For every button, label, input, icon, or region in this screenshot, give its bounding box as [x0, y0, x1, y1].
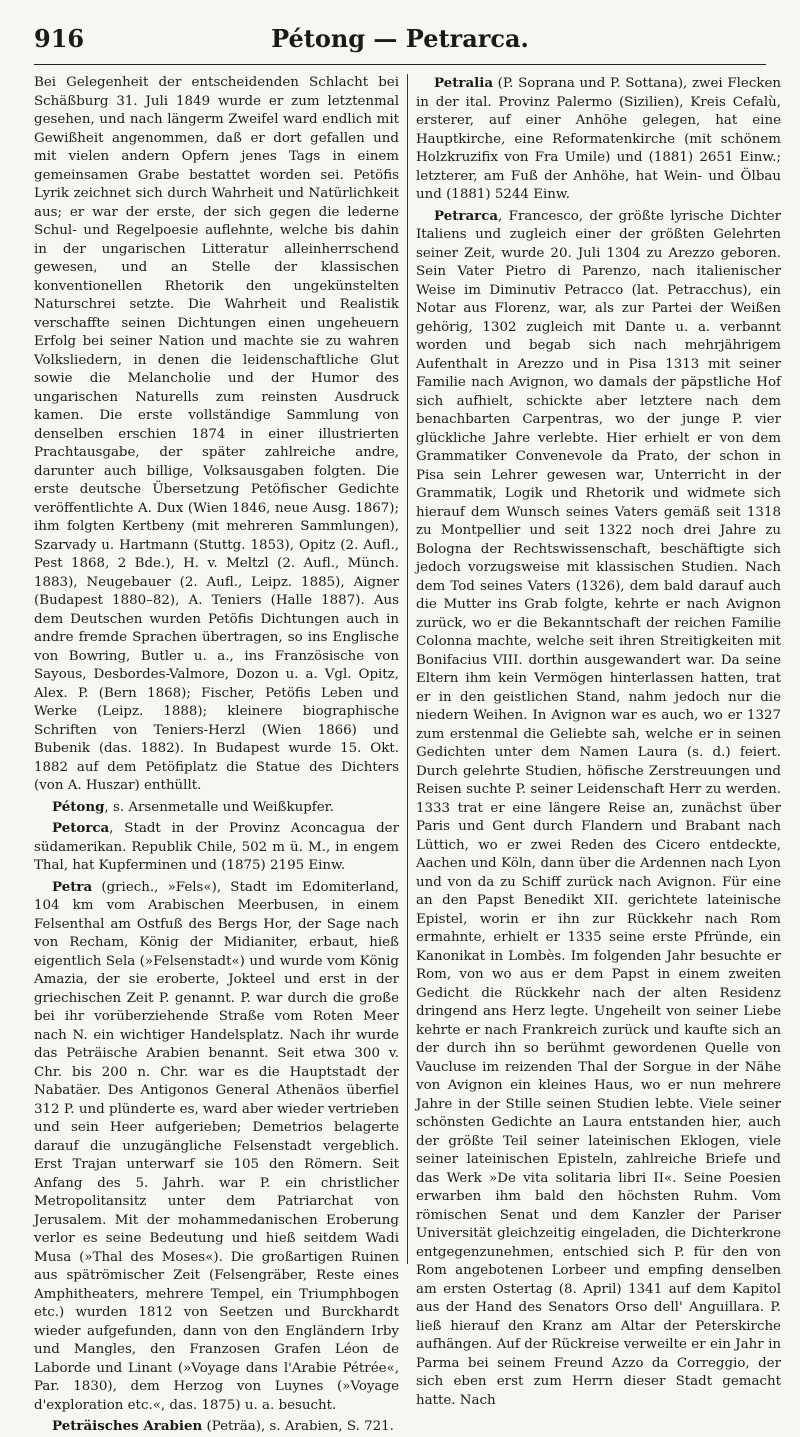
entry-text: Bei Gelegenheit der entscheidenden Schlacht bei Schäßburg 31. Juli 1849 wurde er zum letztenmal gesehen, und nach längerm Zweifel ward endlich mit Gewißheit angenommen, daß er dort gefallen und mit vielen andern Opfern jenes Tags in einem gemeinsamen Grabe bestattet worden sei. Petöfis Lyrik zeichnet sich durch Wahrheit und Natürlichkeit aus; er war der erste, der sich gegen die lederne Schul- und Regelpoesie auflehnte, welche bis dahin in der ungarischen Litteratur alleinherrschend gewesen, und an Stelle der klassischen konventionellen Rhetorik den ungekünstelten Naturschrei setzte. Die Wahrheit und Realistik verschaffte seinen Dichtungen einen ungeheuern Erfolg bei seiner Nation und machte sie zu wahren Volksliedern, in denen die leidenschaftliche Glut sowie die Melancholie und der Humor des ungarischen Naturells zum reinsten Ausdruck kamen. Die erste vollständige Sammlung von denselben erschien 1874 in einer illustrierten Prachtausgabe, der später zahlreiche andre, darunter auch billige, Volksausgaben folgten. Die erste deutsche Übersetzung Petöfischer Gedichte veröffentlichte A. Dux (Wien 1846, neue Ausg. 1867); ihm folgten Kertbeny (mit mehreren Sammlungen), Szarvady u. Hartmann (Stuttg. 1853), Opitz (2. Aufl., Pest 1868, 2 Bde.), H. v. Meltzl (2. Aufl., Münch. 1883), Neugebauer (2. Aufl., Leipz. 1885), Aigner (Budapest 1880–82), A. Teniers (Halle 1887). Aus dem Deutschen wurden Petöfis Dichtungen auch in andre fremde Sprachen übertragen, so ins Englische von Bowring, Butler u. a., ins Französische von Sayous, Desbordes-Valmore, Dozon u. a. Vgl. Opitz, Alex. P. (Bern 1868); Fischer, Petöfis Leben und Werke (Leipz. 1888); kleinere biographische Schriften von Teniers-Herzl (Wien 1866) und Bubenik (das. 1882). In Budapest wurde 15. Okt. 1882 auf dem Petöfiplatz die Statue des Dichters (von A. Huszar) enthüllt. [34, 75, 399, 793]
running-head: Pétong — Petrarca. [271, 24, 529, 53]
page-header [34, 14, 766, 65]
entry-text: (P. Soprana und P. Sottana), zwei Flecken in der ital. Provinz Palermo (Sizilien), Kreis Cefalù, ersterer, auf einer Anhöhe gelegen, hat eine Hauptkirche, eine Reformatenkirche (mit schönem Holzkruzifix von Fra Umile) und (1881) 2651 Einw.; letzterer, am Fuß der Anhöhe, hat Wein- und Ölbau und (1881) 5244 Einw. [416, 76, 781, 202]
entry-headword: Petorca [52, 820, 110, 836]
entry-text: (Peträa), s. Arabien, S. 721. [202, 1419, 394, 1434]
entry-petorca [34, 819, 399, 876]
entry-petralia [416, 74, 781, 205]
entry-petrarca [416, 207, 781, 1411]
entry-headword: Pétong [52, 798, 105, 815]
page-number: 916 [34, 24, 85, 53]
right-column [416, 74, 781, 1408]
entry-petofi-continuation [34, 74, 399, 796]
entry-petong [34, 798, 399, 818]
entry-headword: Petra [52, 878, 93, 895]
entry-text: , Stadt in der Provinz Aconcagua der südamerikan. Republik Chile, 502 m ü. M., in engem Thal, hat Kupferminen und (1875) 2195 Einw. [34, 821, 399, 873]
entry-petra [34, 878, 399, 1416]
left-column [34, 74, 399, 1434]
entry-text: (griech., »Fels«), Stadt im Edomiterland, 104 km vom Arabischen Meerbusen, in einem Felsenthal am Ostfuß des Bergs Hor, der Sage nach von Recham, König der Midianiter, erbaut, hieß eigentlich Sela (»Felsenstadt«) und wurde vom König Amazia, der sie eroberte, Jokteel und erst in der griechischen Zeit P. genannt. P. war durch die große bei ihr vorüberziehende Straße vom Roten Meer nach N. ein wichtiger Handelsplatz. Nach ihr wurde das Peträische Arabien benannt. Seit etwa 300 v. Chr. bis 200 n. Chr. war es die Hauptstadt der Nabatäer. Des Antigonos General Athenäos überfiel 312 P. und plünderte es, ward aber wieder vertrieben und sein Heer aufgerieben; Demetrios belagerte darauf die unzugängliche Felsenstadt vergeblich. Erst Trajan unterwarf sie 105 den Römern. Seit Anfang des 5. Jahrh. war P. ein christlicher Metropolitansitz unter dem Patriarchat von Jerusalem. Mit der mohammedanischen Eroberung verlor es seine Bedeutung und hieß seitdem Wadi Musa (»Thal des Moses«). Die großartigen Ruinen aus spätrömischer Zeit (Felsengräber, Reste eines Amphitheaters, mehrere Tempel, ein Triumphbogen etc.) wurden 1812 von Seetzen und Burckhardt wieder aufgefunden, dann von den Engländern Irby und Mangles, den Franzosen Grafen Léon de Laborde und Linant (»Voyage dans l'Arabie Pétrée«, Par. 1830), dem Herzog von Luynes (»Voyage d'exploration etc.«, das. 1875) u. a. besucht. [34, 879, 399, 1413]
entry-text: , Francesco, der größte lyrische Dichter Italiens und zugleich einer der größten Gelehrten seiner Zeit, wurde 20. Juli 1304 zu Arezzo geboren. Sein Vater Pietro di Parenzo, nach italienischer Weise im Diminutiv Petracco (lat. Petracchus), ein Notar aus Florenz, war, als zur Partei der Weißen gehörig, 1302 zugleich mit Dante u. a. verbannt worden und begab sich nach mehrjährigem Aufenthalt in Arezzo und in Pisa 1313 mit seiner Familie nach Avignon, wo damals der päpstliche Hof sich aufhielt, schickte aber letztere nach dem benachbarten Carpentras, wo der junge P. vier glückliche Jahre verlebte. Hier erhielt er von dem Grammatiker Convenevole da Prato, der schon in Pisa sein Lehrer gewesen war, Unterricht in der Grammatik, Logik und Rhetorik und widmete sich hierauf dem Wunsch seines Vaters gemäß seit 1318 zu Montpellier und seit 1322 noch drei Jahre zu Bologna der Rechtswissenschaft, beschäftigte sich jedoch vorzugsweise mit klassischen Studien. Nach dem Tod seines Vaters (1326), dem bald darauf auch die Mutter ins Grab folgte, kehrte er nach Avignon zurück, wo er die Bekanntschaft der reichen Familie Colonna machte, welche seit ihren Streitigkeiten mit Bonifacius VIII. dorthin ausgewandert war. Da seine Eltern ihm kein Vermögen hinterlassen hatten, trat er in den geistlichen Stand, nahm jedoch nur die niedern Weihen. In Avignon war es auch, wo er 1327 zum erstenmal die Geliebte sah, welche er in seinen Gedichten unter dem Namen Laura (s. d.) feiert. Durch gelehrte Studien, höfische Zerstreuungen und Reisen suchte P. seiner Leidenschaft Herr zu werden. 1333 trat er eine längere Reise an, zunächst über Paris und Gent durch Flandern und Brabant nach Lüttich, wo er zwei Reden des Cicero entdeckte, Aachen und Köln, dann über die Ardennen nach Lyon und von da zu Schiff zurück nach Avignon. Für eine an den Papst Benedikt XII. gerichtete lateinische Epistel, worin er ihn zur Rückkehr nach Rom ermahnte, erhielt er 1335 seine erste Pfründe, ein Kanonikat in Lombès. Im folgenden Jahr besuchte er Rom, von wo aus er dem Papst in einem zweiten Gedicht die Rückkehr nach der alten Residenz dringend ans Herz legte. Ungeheilt von seiner Liebe kehrte er nach Frankreich zurück und kaufte sich an der durch ihn so berühmt gewordenen Quelle von Vaucluse im reizenden Thal der Sorgue in der Nähe von Avignon ein kleines Haus, wo er nun mehrere Jahre in der Stille seinen Studien lebte. Viele seiner schönsten Gedichte an Laura entstanden hier, auch der größte Teil seiner lateinischen Eklogen, viele seiner lateinischen Episteln, zahlreiche Briefe und das Werk »De vita solitaria libri II«. Seine Poesien erwarben ihm bald den höchsten Ruhm. Vom römischen Senat und dem Kanzler der Pariser Universität gleichzeitig eingeladen, die Dichterkrone entgegenzunehmen, entschied sich P. für den von Rom angebotenen Lorbeer und empfing denselben am ersten Ostertag (8. April) 1341 auf dem Kapitol aus der Hand des Senators Orso dell' Anguillara. P. ließ hierauf den Kranz am Altar der Peterskirche aufhängen. Auf der Rückreise verweilte er ein Jahr in Parma bei seinem Freund Azzo da Correggio, der sich eben erst zum Herrn dieser Stadt gemacht hatte. Nach [416, 208, 781, 1408]
entry-headword: Peträisches Arabien [52, 1418, 203, 1434]
entry-headword: Petrarca [434, 207, 499, 224]
entry-petraisches-arabien [34, 1417, 399, 1437]
entry-text: , s. Arsenmetalle und Weißkupfer. [104, 799, 334, 815]
column-divider [407, 74, 408, 1264]
entry-headword: Petralia [434, 75, 493, 91]
